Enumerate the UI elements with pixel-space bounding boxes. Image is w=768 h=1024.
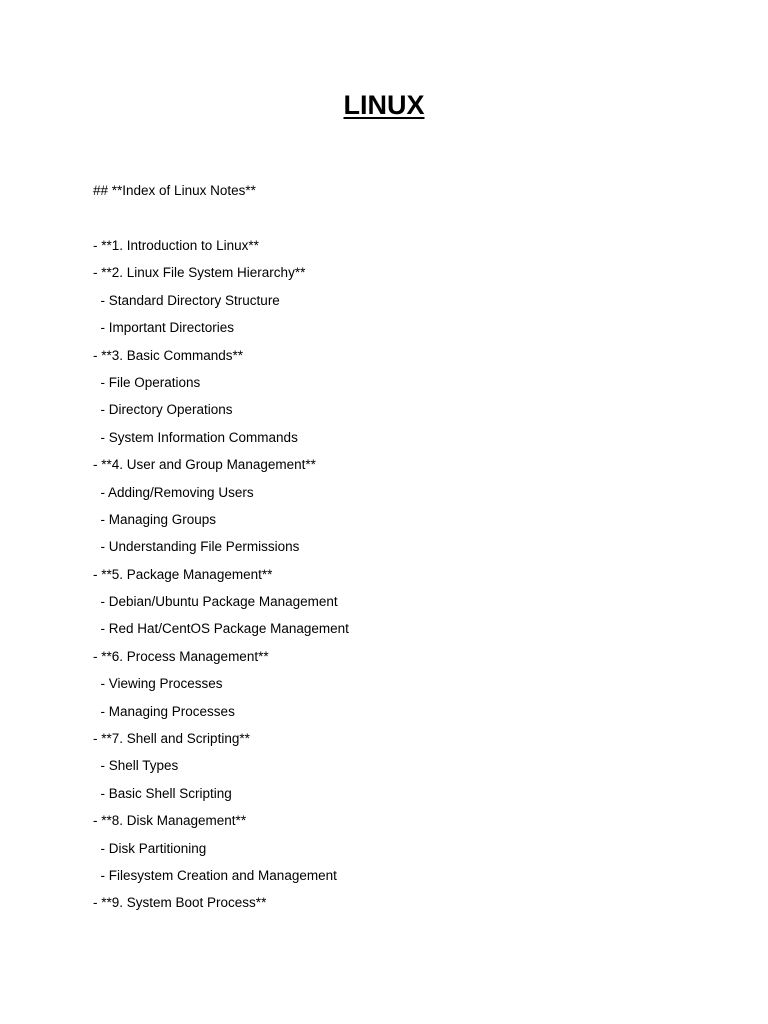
toc-subitem-disk-partitioning: - Disk Partitioning [93, 840, 207, 856]
toc-item-2-file-system: - **2. Linux File System Hierarchy** [93, 265, 306, 281]
toc-subitem-managing-groups: - Managing Groups [93, 511, 217, 527]
toc-subitem-important-directories: - Important Directories [93, 320, 235, 336]
toc-item-9-system-boot: - **9. System Boot Process** [93, 895, 267, 911]
toc-item-7-shell-scripting: - **7. Shell and Scripting** [93, 731, 250, 747]
toc-subitem-viewing-processes: - Viewing Processes [93, 676, 223, 692]
toc-item-1-introduction: - **1. Introduction to Linux** [93, 238, 259, 253]
toc-subitem-directory-structure: - Standard Directory Structure [93, 292, 280, 308]
toc-item-6-process-management: - **6. Process Management** [93, 648, 269, 664]
toc-subitem-file-operations: - File Operations [93, 374, 201, 390]
toc-item-5-package-management: - **5. Package Management** [93, 566, 273, 582]
toc-item-4-user-group: - **4. User and Group Management** [93, 457, 316, 473]
toc-subitem-shell-types: - Shell Types [93, 758, 179, 774]
index-heading: ## **Index of Linux Notes** [93, 183, 256, 198]
page-title: LINUX [343, 90, 425, 120]
toc-subitem-file-permissions: - Understanding File Permissions [93, 539, 300, 555]
toc-subitem-debian-ubuntu: - Debian/Ubuntu Package Management [93, 594, 338, 610]
toc-subitem-basic-shell-scripting: - Basic Shell Scripting [93, 785, 232, 801]
toc-subitem-adding-removing-users: - Adding/Removing Users [93, 484, 254, 500]
toc-subitem-managing-processes: - Managing Processes [93, 703, 235, 719]
toc-item-3-basic-commands: - **3. Basic Commands** [93, 347, 244, 363]
toc-subitem-filesystem-creation: - Filesystem Creation and Management [93, 867, 337, 883]
toc-subitem-system-information: - System Information Commands [93, 429, 298, 445]
table-of-contents [93, 237, 349, 922]
toc-item-8-disk-management: - **8. Disk Management** [93, 813, 247, 829]
toc-subitem-directory-operations: - Directory Operations [93, 402, 233, 418]
toc-subitem-redhat-centos: - Red Hat/CentOS Package Management [93, 621, 349, 637]
